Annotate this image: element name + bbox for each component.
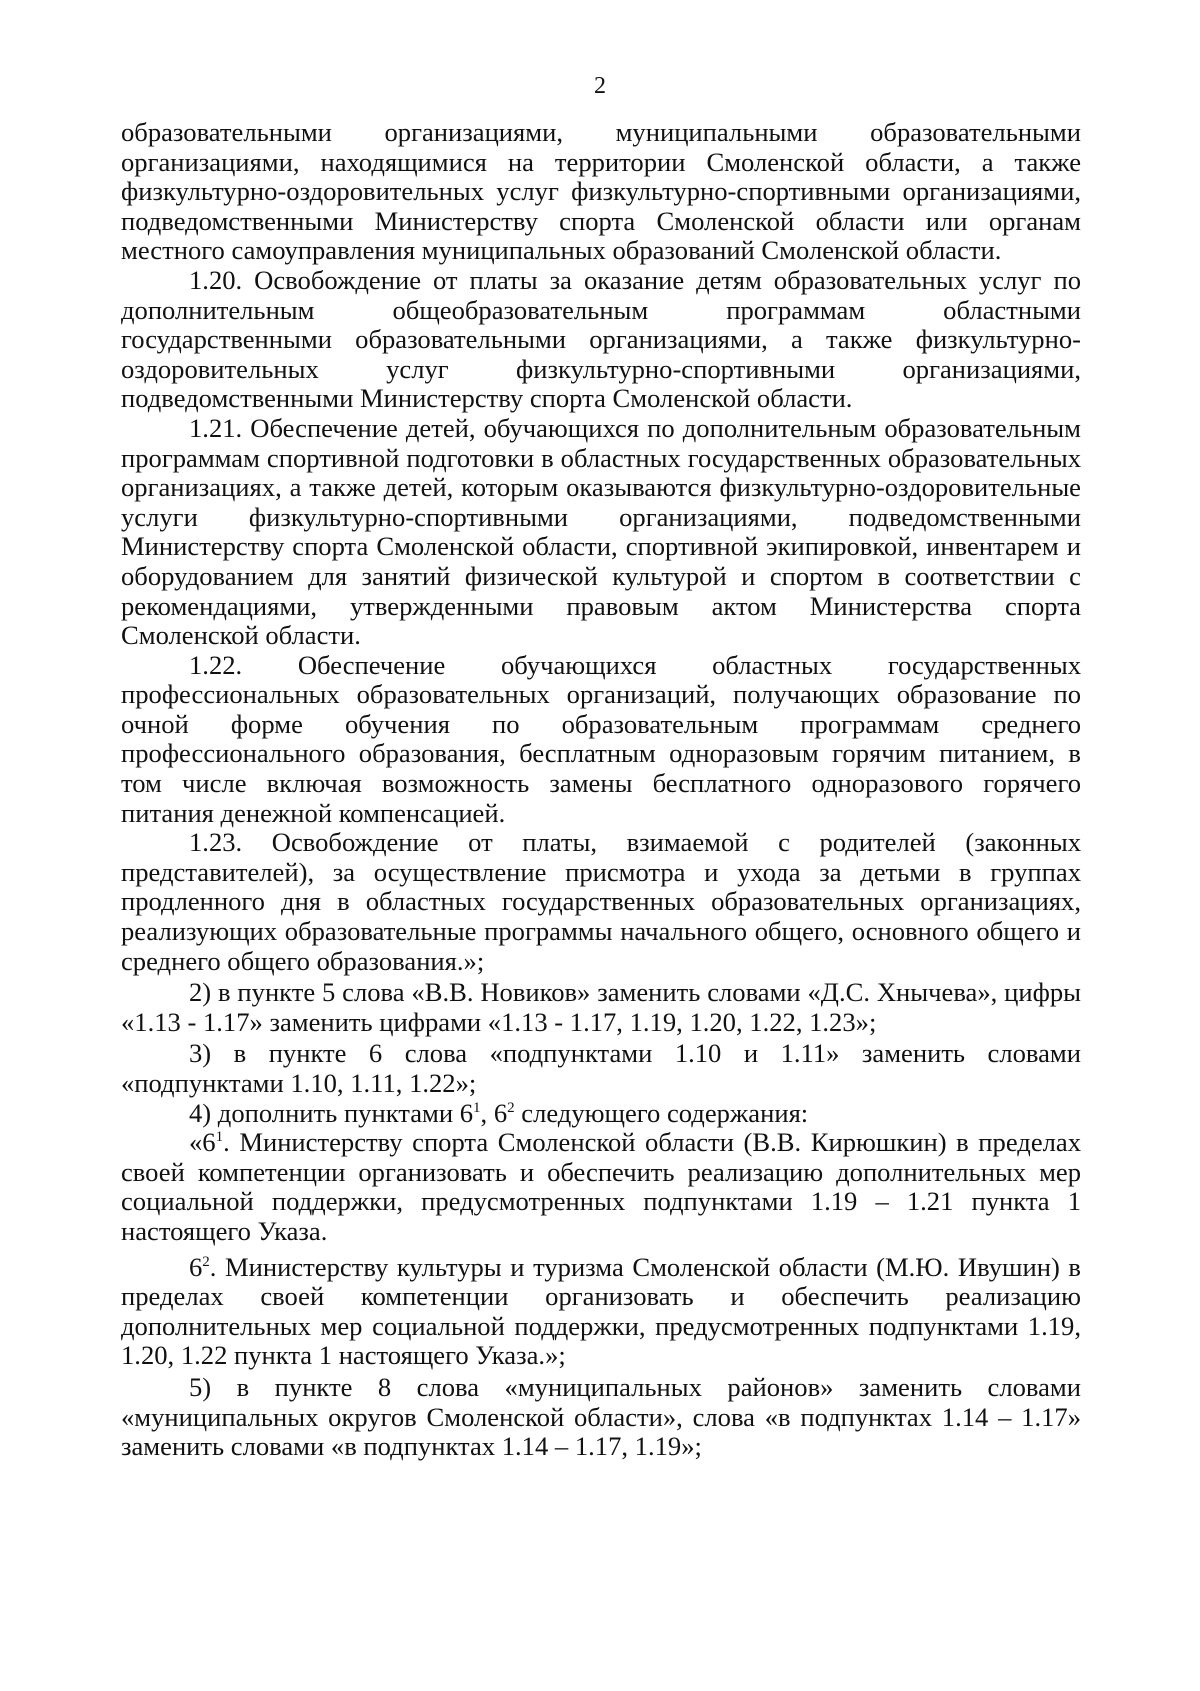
text-run: 4) дополнить пунктами 6 bbox=[189, 1097, 474, 1128]
paragraph-1-20 bbox=[121, 266, 1081, 414]
text-run: , 6 bbox=[480, 1097, 508, 1128]
text-run: 6 bbox=[189, 1251, 203, 1282]
superscript: 1 bbox=[473, 1099, 481, 1116]
paragraph-item-5 bbox=[121, 1373, 1081, 1462]
paragraph-continuation bbox=[121, 118, 1081, 266]
text-run: . Министерству спорта Смоленской области (В.В. Кирюшкин) в пределах своей компетенции организовать и обеспечить реализацию дополнительных мер социальной поддержки, предусмотренных подпунктами 1.19 – 1.21 пункта 1 настоящего Указа. bbox=[121, 1127, 1081, 1246]
text-run: 1.21. Обеспечение детей, обучающихся по дополнительным образовательным программам спортивной подготовки в областных государственных образовательных организациях, а также детей, которым оказываются физкультурно-оздоровительные услуги физкультурно-спортивными организациями, подведомственными Министерству спорта Смоленской области, спортивной экипировкой, инвентарем и оборудованием для занятий физической культурой и спортом в соответствии с рекомендациями, утвержденными правовым актом Министерства спорта Смоленской области. bbox=[121, 412, 1081, 651]
paragraph-point-6-2 bbox=[121, 1253, 1081, 1371]
paragraph-1-22 bbox=[121, 651, 1081, 829]
paragraph-item-3 bbox=[121, 1039, 1081, 1098]
text-run: 1.20. Освобождение от платы за оказание детям образовательных услуг по дополнительным общеобразовательным программам областными государственными образовательными организациями, а также физкультурно-оздоровительных услуг физкультурно-спортивными организациями, подведомственными Министерству спорта Смоленской области. bbox=[121, 264, 1081, 414]
paragraph-1-21 bbox=[121, 414, 1081, 651]
text-run: 2) в пункте 5 слова «В.В. Новиков» заменить словами «Д.С. Хнычева», цифры «1.13 - 1.17» заменить цифрами «1.13 - 1.17, 1.19, 1.20, 1.22, 1.23»; bbox=[121, 977, 1081, 1037]
page-number: 2 bbox=[594, 73, 606, 99]
paragraph-1-23 bbox=[121, 828, 1081, 976]
document-body bbox=[121, 118, 1081, 1462]
superscript: 1 bbox=[215, 1129, 224, 1146]
superscript: 2 bbox=[202, 1253, 210, 1270]
text-run: 1.22. Обеспечение обучающихся областных государственных профессиональных образовательных организаций, получающих образование по очной форме обучения по образовательным программам среднего профессионального образования, бесплатным одноразовым горячим питанием, в том числе включая возможность замены бесплатного одноразового горячего питания денежной компенсацией. bbox=[121, 649, 1081, 828]
text-run: 5) в пункте 8 слова «муниципальных районов» заменить словами «муниципальных округов Смоленской области», слова «в подпунктах 1.14 – 1.17» заменить словами «в подпунктах 1.14 – 1.17, 1.19»; bbox=[121, 1371, 1081, 1462]
text-run: 3) в пункте 6 слова «подпунктами 1.10 и 1.11» заменить словами «подпунктами 1.10, 1.11, 1.22»; bbox=[121, 1038, 1081, 1098]
paragraph-point-6-1 bbox=[121, 1128, 1081, 1246]
text-run: «6 bbox=[189, 1127, 216, 1158]
text-run: 1.23. Освобождение от платы, взимаемой с родителей (законных представителей), за осуществление присмотра и ухода за детьми в группах продленного дня в областных государственных образовательных организациях, реализующих образовательные программы начального общего, основного общего и среднего общего образования.»; bbox=[121, 827, 1081, 976]
superscript: 2 bbox=[507, 1099, 515, 1116]
text-run: следующего содержания: bbox=[514, 1097, 809, 1128]
text-run: образовательными организациями, муниципальными образовательными организациями, находящимися на территории Смоленской области, а также физкультурно-оздоровительных услуг физкультурно-спортивными организациями, подведомственными Министерству спорта Смоленской области или органам местного самоуправления муниципальных образований Смоленской области. bbox=[121, 117, 1081, 266]
paragraph-item-2 bbox=[121, 978, 1081, 1037]
text-run: . Министерству культуры и туризма Смоленской области (М.Ю. Ивушин) в пределах своей компетенции организовать и обеспечить реализацию дополнительных мер социальной поддержки, предусмотренных подпунктами 1.19, 1.20, 1.22 пункта 1 настоящего Указа.»; bbox=[121, 1251, 1081, 1371]
paragraph-item-4 bbox=[121, 1099, 1081, 1129]
